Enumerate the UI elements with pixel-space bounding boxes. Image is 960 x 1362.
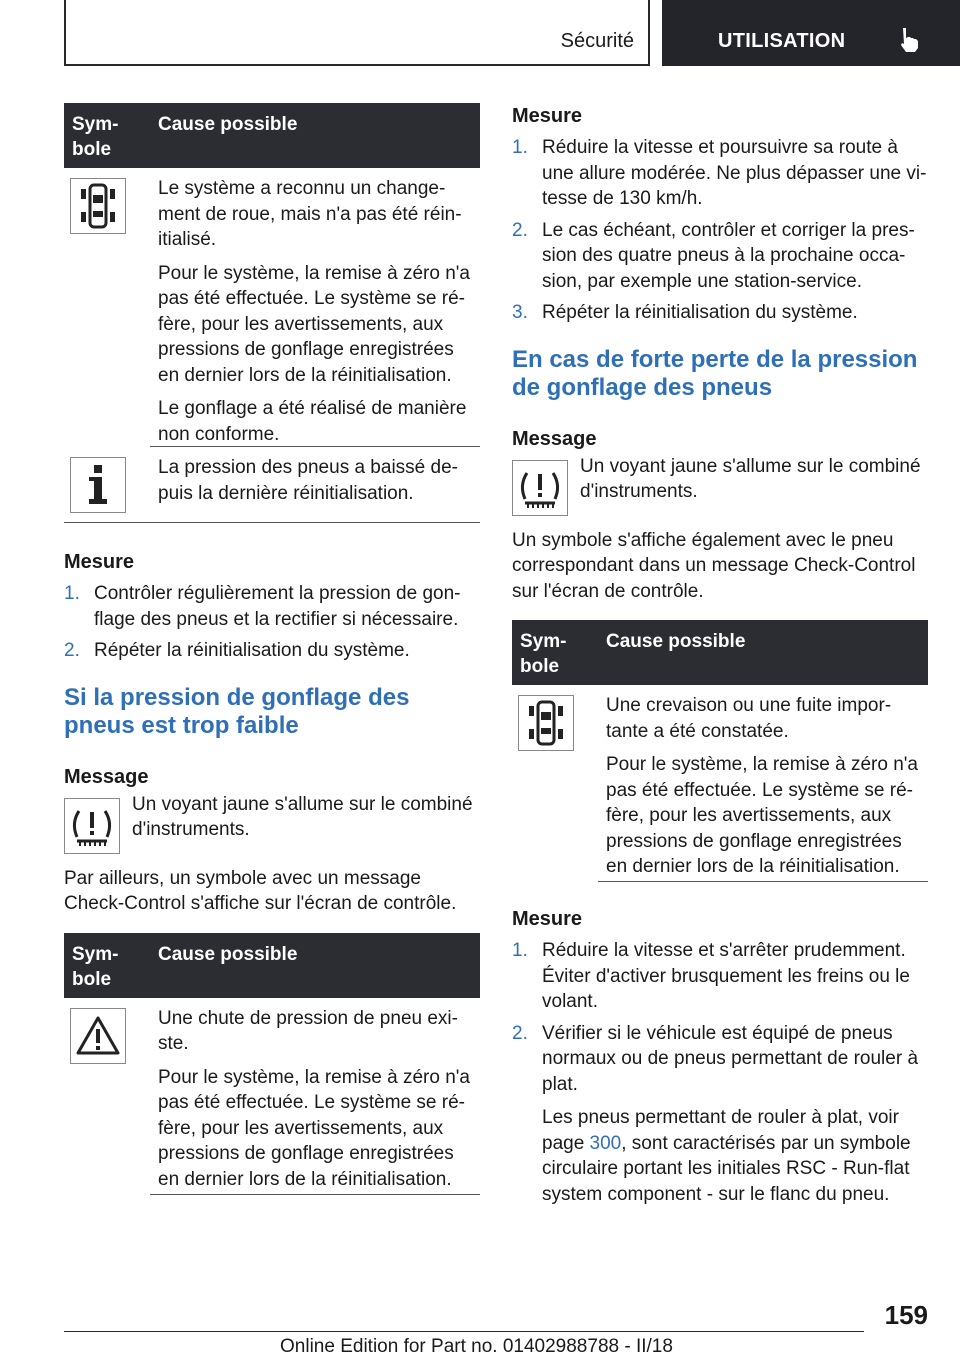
cause-table-1 bbox=[64, 103, 480, 523]
cause-text bbox=[606, 685, 928, 888]
paragraph: Un symbole s'affiche également avec le pneu correspondant dans un message Check-Control sur l'écran de contrôle. bbox=[512, 529, 916, 602]
mesure-steps bbox=[512, 135, 928, 326]
step-number: 1. bbox=[64, 583, 80, 604]
page-link[interactable]: 300 bbox=[589, 1132, 622, 1154]
step-text: Contrôler régulièrement la pression de gon-flage des pneus et la rectifier si nécessaire. bbox=[94, 583, 461, 630]
cause-paragraph: Pour le système, la remise à zéro n'a pas été effectuée. Le système se ré-fère, pour les avertissements, aux pressions de gonflage enregistrées en dernier lors de la réinitialisation. bbox=[158, 1066, 470, 1190]
list-item bbox=[512, 135, 928, 212]
message-text: Un voyant jaune s'allume sur le combiné d'instruments. bbox=[132, 793, 473, 840]
mesure-heading: Mesure bbox=[512, 105, 583, 127]
cause-table-2 bbox=[64, 933, 480, 1195]
list-item bbox=[512, 938, 928, 1015]
table-row bbox=[64, 447, 480, 523]
list-item bbox=[512, 218, 928, 295]
right-column bbox=[512, 103, 928, 1213]
mesure-heading: Mesure bbox=[512, 908, 583, 930]
tire-car-icon bbox=[70, 178, 126, 234]
table-header bbox=[64, 103, 480, 168]
step-text: Répéter la réinitialisation du système. bbox=[94, 640, 410, 661]
cause-paragraph: Pour le système, la remise à zéro n'a pas été effectuée. Le système se ré-fère, pour les avertissements, aux pressions de gonflage enregistrées en dernier lors de la réinitialisation. bbox=[606, 754, 918, 877]
step-number: 3. bbox=[512, 302, 528, 323]
cause-table-3 bbox=[512, 620, 928, 882]
step-number: 2. bbox=[512, 219, 528, 241]
cause-text bbox=[158, 168, 480, 455]
warning-triangle-icon bbox=[70, 1008, 126, 1064]
table-row bbox=[64, 168, 480, 447]
table-header bbox=[512, 620, 928, 685]
step-number: 2. bbox=[64, 640, 80, 661]
cause-text bbox=[158, 998, 480, 1201]
step-text: Le cas échéant, contrôler et corriger la pres-sion des quatre pneus à la prochaine occa-sion, par exemple une station-service. bbox=[542, 219, 915, 292]
step-text: Réduire la vitesse et poursuivre sa route à une allure modérée. Ne plus dépasser une vi-tesse de 130 km/h. bbox=[542, 137, 927, 209]
tire-pressure-warning-icon bbox=[64, 798, 120, 854]
header-cause: Cause possible bbox=[158, 114, 298, 135]
header-section-title: Sécurité bbox=[560, 30, 634, 52]
mesure-steps bbox=[64, 581, 480, 664]
note-text: , sont caractérisés par un symbole circulaire portant les initiales RSC - Run-flat system component - sur le flanc du pneu. bbox=[542, 1132, 911, 1205]
message-text: Un voyant jaune s'allume sur le combiné d'instruments. bbox=[580, 455, 921, 502]
header-cause: Cause possible bbox=[606, 631, 746, 652]
step-text: Vérifier si le véhicule est équipé de pneus normaux ou de pneus permettant de rouler à plat. bbox=[542, 1022, 919, 1095]
header-cause: Cause possible bbox=[158, 943, 298, 965]
header-chapter-box bbox=[662, 0, 960, 66]
cause-paragraph: Une crevaison ou une fuite impor-tante a été constatée. bbox=[606, 695, 892, 742]
table-row bbox=[64, 998, 480, 1195]
mesure-heading: Mesure bbox=[64, 551, 135, 573]
step-note bbox=[542, 1105, 928, 1207]
cause-paragraph: Le gonflage a été réalisé de manière non conforme. bbox=[158, 398, 467, 445]
footer-edition: Online Edition for Part no. 01402988788 - II/18 bbox=[280, 1336, 673, 1357]
cause-text bbox=[158, 447, 480, 514]
list-item bbox=[64, 638, 480, 664]
info-icon bbox=[70, 457, 126, 513]
tire-car-icon bbox=[518, 695, 574, 751]
header-section-box bbox=[64, 0, 650, 66]
mesure-steps bbox=[512, 938, 928, 1207]
tire-pressure-warning-icon bbox=[512, 460, 568, 516]
step-number: 2. bbox=[512, 1022, 528, 1044]
message-block bbox=[64, 792, 480, 854]
mesure-block-2 bbox=[512, 103, 928, 326]
list-item bbox=[64, 581, 480, 632]
mesure-block-3 bbox=[512, 906, 928, 1207]
list-item bbox=[512, 300, 928, 326]
mesure-block-1 bbox=[64, 549, 480, 664]
pointing-hand-icon bbox=[894, 24, 924, 54]
section-title: Si la pression de gonflage des pneus est trop faible bbox=[64, 683, 410, 739]
section-title: En cas de forte perte de la pression de gonflage des pneus bbox=[512, 345, 918, 401]
header-symbol: Sym- bole bbox=[72, 943, 119, 990]
step-text: Répéter la réinitialisation du système. bbox=[542, 302, 858, 323]
divider bbox=[512, 881, 598, 882]
footer-divider bbox=[64, 1331, 864, 1332]
message-block bbox=[512, 454, 928, 516]
left-column bbox=[64, 103, 480, 1195]
page-number: 159 bbox=[884, 1300, 928, 1330]
message-heading: Message bbox=[512, 427, 597, 450]
cause-paragraph: Une chute de pression de pneu exi-ste. bbox=[158, 1007, 458, 1054]
step-number: 1. bbox=[512, 940, 528, 961]
paragraph: Par ailleurs, un symbole avec un message Check-Control s'affiche sur l'écran de contrôle. bbox=[64, 867, 457, 914]
step-text: Réduire la vitesse et s'arrêter prudemment. Éviter d'activer brusquement les freins ou le volant. bbox=[542, 940, 910, 1012]
cause-paragraph: Pour le système, la remise à zéro n'a pas été effectuée. Le système se ré-fère, pour les avertissements, aux pressions de gonflage enregistrées en dernier lors de la réinitialisation. bbox=[158, 262, 470, 386]
table-header bbox=[64, 933, 480, 998]
header-symbol: Sym- bole bbox=[520, 631, 567, 677]
cause-paragraph: La pression des pneus a baissé de-puis la dernière réinitialisation. bbox=[158, 457, 458, 504]
header-chapter-title: UTILISATION bbox=[718, 30, 846, 52]
list-item bbox=[512, 1021, 928, 1208]
step-number: 1. bbox=[512, 137, 528, 158]
divider bbox=[64, 1194, 150, 1195]
message-heading: Message bbox=[64, 765, 149, 788]
table-row bbox=[512, 685, 928, 882]
header-symbol: Sym- bole bbox=[72, 114, 119, 160]
note-text: Les pneus permettant de rouler à plat, voir page bbox=[542, 1107, 899, 1154]
cause-paragraph: Le système a reconnu un change-ment de roue, mais n'a pas été réin-itialisé. bbox=[158, 178, 462, 250]
